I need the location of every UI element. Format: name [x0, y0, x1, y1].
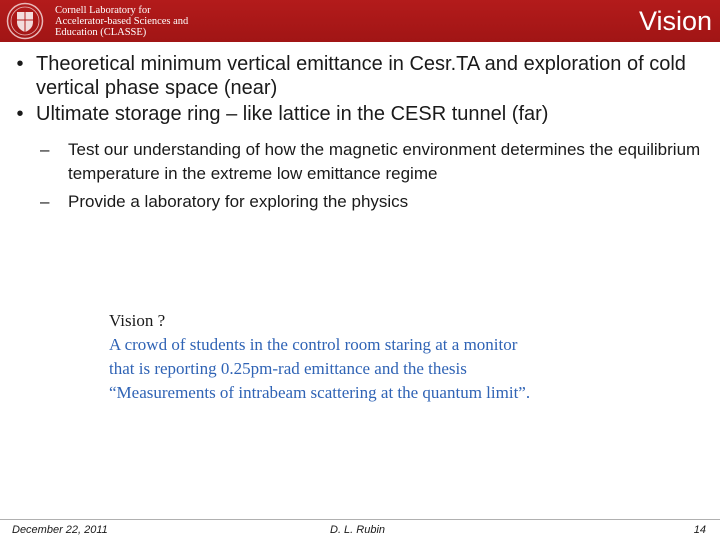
dash-icon: – — [40, 140, 50, 159]
footer-author: D. L. Rubin — [330, 524, 386, 536]
sub-bullet-text: Test our understanding of how the magnetic environment determines the equilibrium temperature in the extreme low emittance regime — [68, 140, 701, 183]
bullet-text: Theoretical minimum vertical emittance in Cesr.TA and exploration of cold vertical phase space (near) — [36, 53, 686, 99]
bullet-list — [10, 52, 715, 214]
dash-icon: – — [40, 192, 50, 211]
vision-line: A crowd of students in the control room staring at a monitor — [109, 335, 518, 354]
bullet-text: Ultimate storage ring – like lattice in the CESR tunnel (far) — [36, 103, 549, 125]
vision-line: “Measurements of intrabeam scattering at the quantum limit”. — [109, 383, 531, 402]
slide-title: Vision — [638, 6, 712, 36]
org-line: Cornell Laboratory for — [55, 5, 151, 16]
vision-line: that is reporting 0.25pm-rad emittance and the thesis — [109, 359, 467, 378]
sub-bullet-list — [10, 138, 715, 214]
slide-header — [0, 0, 720, 42]
bullet-item — [10, 102, 715, 126]
bullet-item — [10, 52, 715, 100]
slide-footer — [0, 519, 720, 541]
organization-name — [55, 5, 188, 38]
sub-bullet-item — [10, 138, 715, 186]
bullet-dot-icon: • — [16, 103, 24, 125]
vision-statement — [109, 309, 649, 405]
footer-date: December 22, 2011 — [12, 524, 108, 536]
cornell-shield-icon — [5, 2, 45, 40]
bullet-dot-icon: • — [16, 53, 24, 75]
org-line: Education (CLASSE) — [55, 27, 147, 38]
sub-bullet-text: Provide a laboratory for exploring the physics — [68, 192, 409, 211]
vision-heading: Vision ? — [109, 311, 166, 330]
sub-bullet-item — [10, 190, 715, 214]
org-line: Accelerator-based Sciences and — [55, 16, 189, 27]
page-number: 14 — [693, 524, 706, 536]
